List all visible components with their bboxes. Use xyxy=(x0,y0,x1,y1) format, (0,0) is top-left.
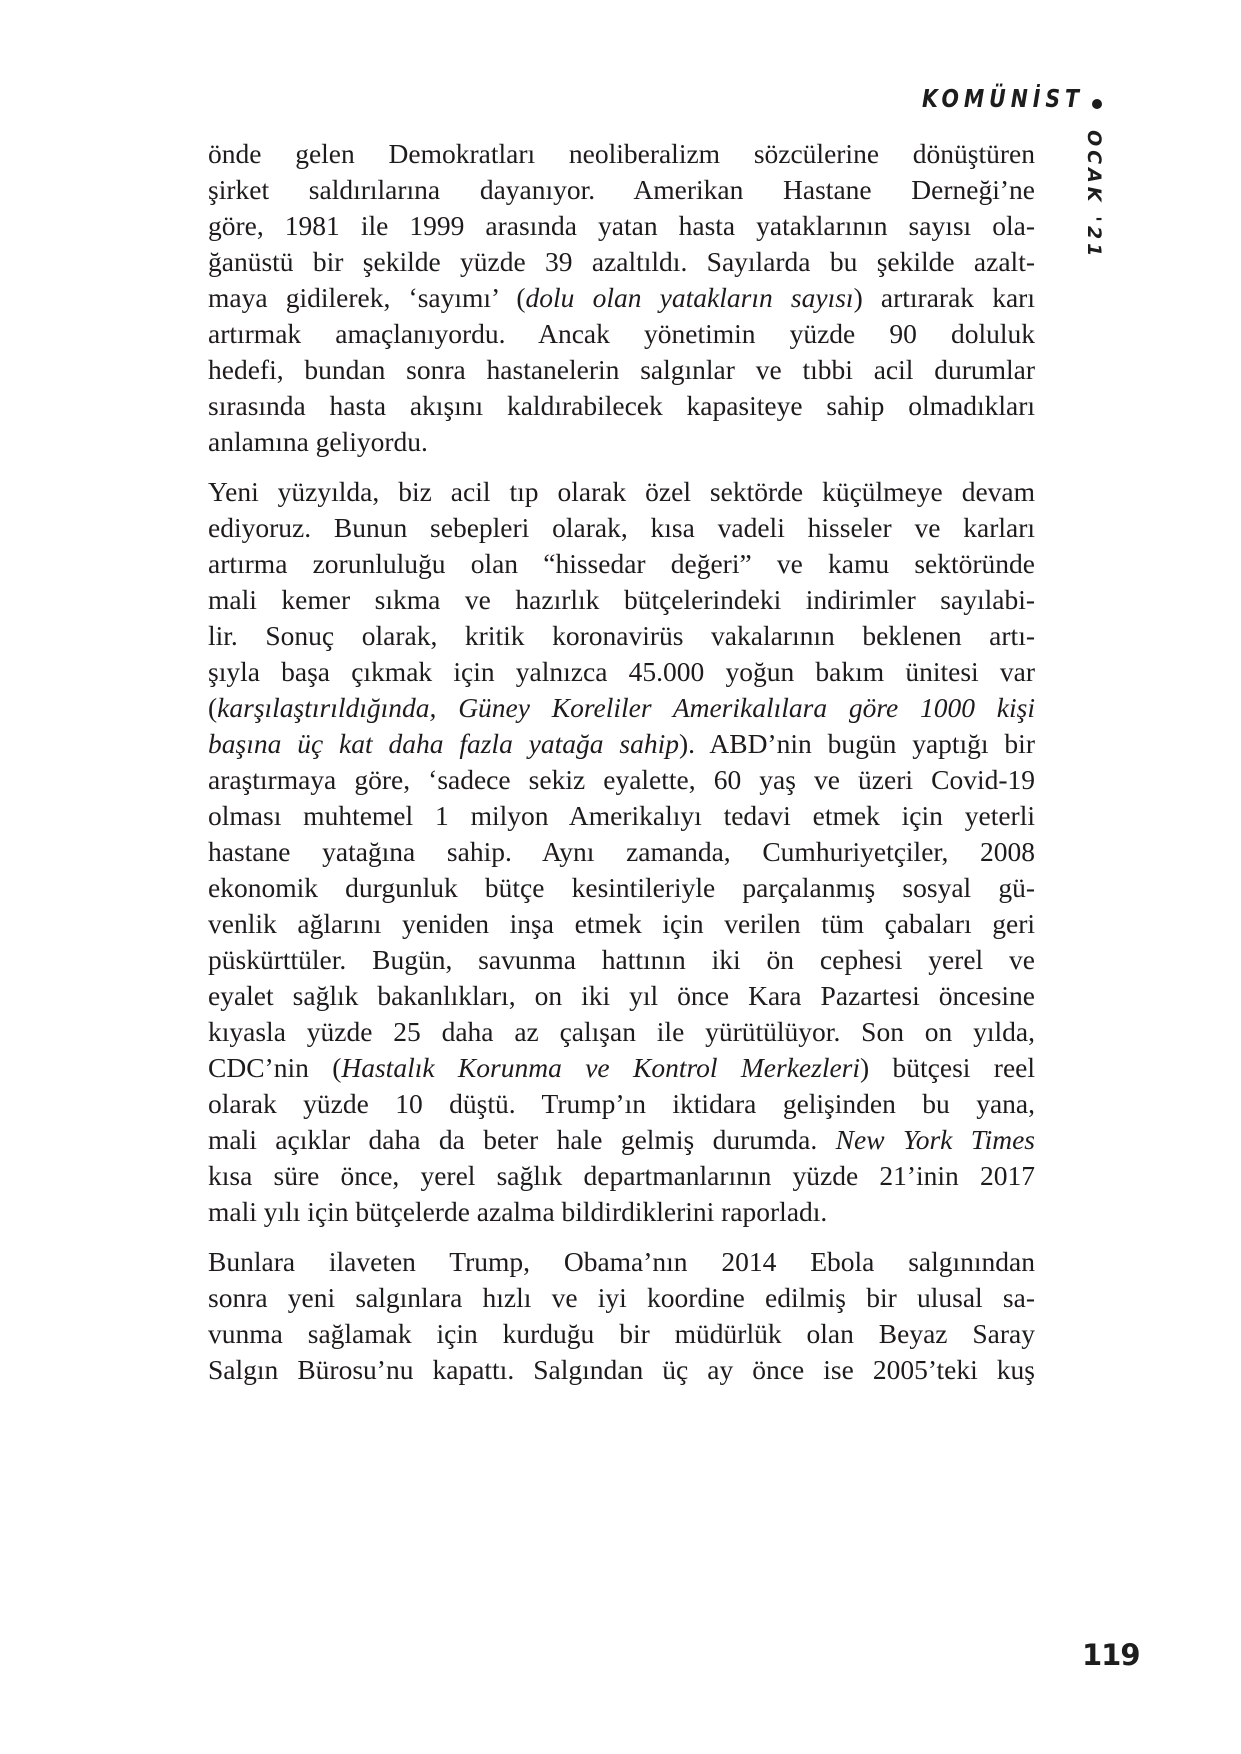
bullet-separator-icon xyxy=(1092,99,1102,109)
text-line xyxy=(208,208,1035,244)
italic-text: Hastalık Korunma ve Kontrol Merkezleri xyxy=(341,1052,861,1083)
text-segment: şıyla başa çıkmak için yalnızca 45.000 yoğun bakım ünitesi var xyxy=(208,656,1035,687)
text-segment: hastane yatağına sahip. Aynı zamanda, Cumhuriyetçiler, 2008 xyxy=(208,836,1035,867)
text-segment: ğanüstü bir şekilde yüzde 39 azaltıldı. Sayılarda bu şekilde azalt- xyxy=(208,246,1035,277)
text-line xyxy=(208,870,1035,906)
text-line xyxy=(208,1316,1035,1352)
magazine-title: KOMÜNİST xyxy=(922,84,1084,113)
text-line xyxy=(208,316,1035,352)
text-line xyxy=(208,1194,1035,1230)
text-line xyxy=(208,474,1035,510)
page-number: 119 xyxy=(1082,1638,1140,1672)
text-segment: lir. Sonuç olarak, kritik koronavirüs vakalarının beklenen artı- xyxy=(208,620,1035,651)
text-segment: ediyoruz. Bunun sebepleri olarak, kısa vadeli hisseler ve karları xyxy=(208,512,1035,543)
text-line xyxy=(208,510,1035,546)
text-segment: şirket saldırılarına dayanıyor. Amerikan Hastane Derneği’ne xyxy=(208,174,1035,205)
text-line xyxy=(208,834,1035,870)
text-segment: Salgın Bürosu’nu kapattı. Salgından üç ay önce ise 2005’teki kuş xyxy=(208,1354,1035,1385)
italic-text: dolu olan yatakların sayısı xyxy=(525,282,854,313)
text-segment: ). ABD’nin bugün yaptığı bir xyxy=(678,728,1035,759)
italic-text: başına üç kat daha fazla yatağa sahip xyxy=(208,728,679,759)
text-segment: maya gidilerek, ‘sayımı’ ( xyxy=(208,282,526,313)
text-segment: sırasında hasta akışını kaldırabilecek kapasiteye sahip olmadıkları xyxy=(208,390,1035,421)
article-body xyxy=(208,136,1035,1388)
paragraph xyxy=(208,1244,1035,1388)
text-segment: ) bütçesi reel xyxy=(860,1052,1036,1083)
italic-text: New York Times xyxy=(835,1124,1035,1155)
text-segment: CDC’nin ( xyxy=(208,1052,342,1083)
text-line xyxy=(208,172,1035,208)
text-line xyxy=(208,1086,1035,1122)
text-line xyxy=(208,546,1035,582)
text-line xyxy=(208,1244,1035,1280)
text-line xyxy=(208,388,1035,424)
text-segment: artırmak amaçlanıyordu. Ancak yönetimin yüzde 90 doluluk xyxy=(208,318,1035,349)
text-line xyxy=(208,942,1035,978)
paragraph xyxy=(208,136,1035,460)
text-segment: hedefi, bundan sonra hastanelerin salgınlar ve tıbbi acil durumlar xyxy=(208,354,1035,385)
text-segment: ekonomik durgunluk bütçe kesintileriyle parçalanmış sosyal gü- xyxy=(208,872,1035,903)
text-segment: ) artırarak karı xyxy=(853,282,1035,313)
issue-label: OCAK '21 xyxy=(1083,130,1105,261)
text-segment: ( xyxy=(208,692,218,723)
text-segment: mali kemer sıkma ve hazırlık bütçelerindeki indirimler sayılabi- xyxy=(208,584,1035,615)
text-line xyxy=(208,244,1035,280)
text-segment: mali yılı için bütçelerde azalma bildirdiklerini raporladı. xyxy=(208,1196,828,1227)
text-line xyxy=(208,978,1035,1014)
text-segment: kıyasla yüzde 25 daha az çalışan ile yürütülüyor. Son on yılda, xyxy=(208,1016,1035,1047)
text-line xyxy=(208,582,1035,618)
text-line xyxy=(208,280,1035,316)
text-line xyxy=(208,1122,1035,1158)
text-line xyxy=(208,1050,1035,1086)
text-segment: kısa süre önce, yerel sağlık departmanlarının yüzde 21’inin 2017 xyxy=(208,1160,1035,1191)
text-segment: mali açıklar daha da beter hale gelmiş durumda. xyxy=(208,1124,836,1155)
text-segment: Bunlara ilaveten Trump, Obama’nın 2014 Ebola salgınından xyxy=(208,1246,1035,1277)
text-line xyxy=(208,1014,1035,1050)
text-segment: önde gelen Demokratları neoliberalizm sözcülerine dönüştüren xyxy=(208,138,1035,169)
text-line xyxy=(208,1280,1035,1316)
text-line xyxy=(208,906,1035,942)
text-segment: araştırmaya göre, ‘sadece sekiz eyalette, 60 yaş ve üzeri Covid-19 xyxy=(208,764,1035,795)
text-segment: olması muhtemel 1 milyon Amerikalıyı tedavi etmek için yeterli xyxy=(208,800,1035,831)
text-line xyxy=(208,1352,1035,1388)
text-line xyxy=(208,352,1035,388)
text-line xyxy=(208,136,1035,172)
text-segment: Yeni yüzyılda, biz acil tıp olarak özel sektörde küçülmeye devam xyxy=(208,476,1035,507)
text-segment: vunma sağlamak için kurduğu bir müdürlük olan Beyaz Saray xyxy=(208,1318,1035,1349)
text-line xyxy=(208,762,1035,798)
text-line xyxy=(208,424,1035,460)
text-line xyxy=(208,726,1035,762)
text-segment: venlik ağlarını yeniden inşa etmek için verilen tüm çabaları geri xyxy=(208,908,1035,939)
text-line xyxy=(208,798,1035,834)
text-segment: püskürttüler. Bugün, savunma hattının iki ön cephesi yerel ve xyxy=(208,944,1035,975)
paragraph xyxy=(208,474,1035,1230)
text-line xyxy=(208,618,1035,654)
italic-text: karşılaştırıldığında, Güney Koreliler Amerikalılara göre 1000 kişi xyxy=(217,692,1035,723)
text-segment: göre, 1981 ile 1999 arasında yatan hasta yataklarının sayısı ola- xyxy=(208,210,1035,241)
text-segment: eyalet sağlık bakanlıkları, on iki yıl önce Kara Pazartesi öncesine xyxy=(208,980,1035,1011)
text-line xyxy=(208,690,1035,726)
text-segment: olarak yüzde 10 düştü. Trump’ın iktidara gelişinden bu yana, xyxy=(208,1088,1035,1119)
text-segment: anlamına geliyordu. xyxy=(208,426,428,457)
text-line xyxy=(208,1158,1035,1194)
text-line xyxy=(208,654,1035,690)
text-segment: sonra yeni salgınlara hızlı ve iyi koordine edilmiş bir ulusal sa- xyxy=(208,1282,1035,1313)
text-segment: artırma zorunluluğu olan “hissedar değeri” ve kamu sektöründe xyxy=(208,548,1035,579)
